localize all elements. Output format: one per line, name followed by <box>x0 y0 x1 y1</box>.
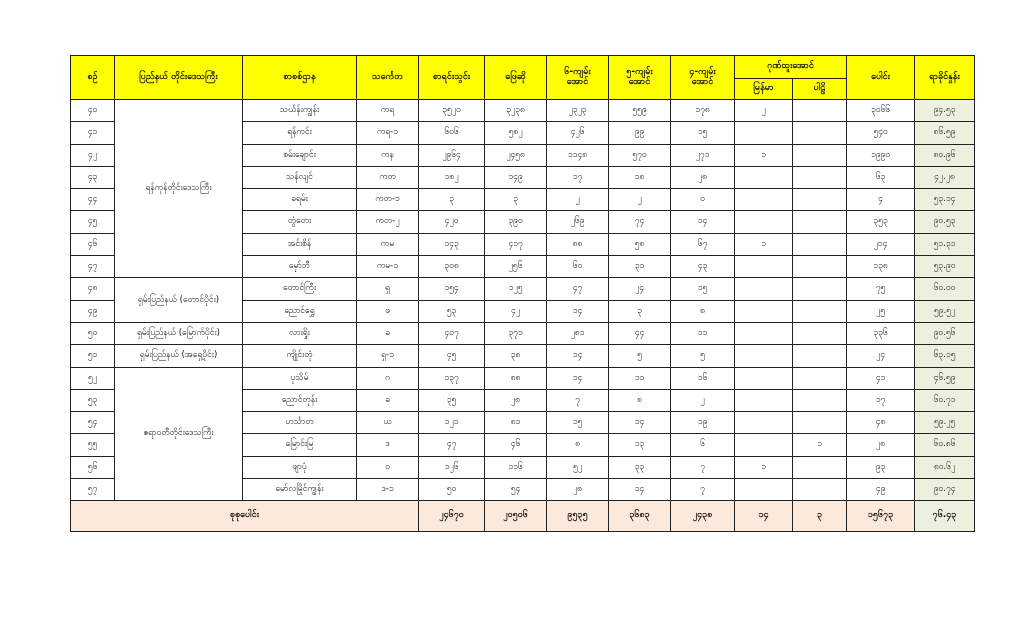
cell-no: ၄၁ <box>71 122 115 144</box>
cell-registered: ၄၇ <box>419 434 485 456</box>
cell-percent: ၉၀.၅၆ <box>915 322 975 344</box>
cell-no: ၅၅ <box>71 434 115 456</box>
cell-total: ၄၈ <box>847 412 915 434</box>
cell-percent: ၆၀.၈၆ <box>915 434 975 456</box>
cell-pass5: ၁၄ <box>609 412 671 434</box>
cell-pass4: ၄၃ <box>671 256 735 278</box>
cell-percent: ၅၃.၉၀ <box>915 256 975 278</box>
cell-sat: ၈၁ <box>485 412 547 434</box>
cell-state: ဧရာဝတီတိုင်းဒေသကြီး <box>115 367 243 501</box>
cell-school: အင်းစိန် <box>243 233 357 255</box>
cell-pass4: ၁၄ <box>671 211 735 233</box>
cell-state: ရှမ်းပြည်နယ် (အရှေ့ပိုင်း) <box>115 345 243 367</box>
cell-sat: ၃၇၁ <box>485 322 547 344</box>
cell-no: ၄၈ <box>71 278 115 300</box>
header-state: ပြည်နယ် တိုင်းဒေသကြီး <box>115 56 243 100</box>
cell-myanmar <box>735 256 793 278</box>
total-pass5: ၃၆၈၃ <box>609 501 671 532</box>
cell-registered: ၁၈၂ <box>419 166 485 188</box>
cell-myanmar <box>735 367 793 389</box>
cell-no: ၄၆ <box>71 233 115 255</box>
cell-pass5: ၅၇၀ <box>609 144 671 166</box>
cell-pali <box>793 412 847 434</box>
table-row <box>71 100 975 122</box>
cell-myanmar <box>735 166 793 188</box>
header-registered: စာရင်းသွင်း <box>419 56 485 100</box>
cell-pass4: ၁၅ <box>671 278 735 300</box>
cell-pass4: ၇ <box>671 456 735 478</box>
cell-myanmar <box>735 300 793 322</box>
cell-total: ၄ <box>847 189 915 211</box>
cell-pass6: ၁၄ <box>547 345 609 367</box>
cell-no: ၄၀ <box>71 100 115 122</box>
cell-percent: ၄၆.၅၉ <box>915 367 975 389</box>
cell-pali <box>793 144 847 166</box>
cell-total: ၉၃ <box>847 456 915 478</box>
table-row <box>71 322 975 344</box>
cell-sat: ၃၂၃၈ <box>485 100 547 122</box>
cell-pass4: ၂၇၁ <box>671 144 735 166</box>
cell-pass4: ၁၉ <box>671 412 735 434</box>
cell-registered: ၃၅ <box>419 389 485 411</box>
cell-code: ဝ <box>357 456 419 478</box>
total-pass4: ၂၄၃၈ <box>671 501 735 532</box>
cell-sat: ၁၄၉ <box>485 166 547 188</box>
cell-total: ၆၃ <box>847 166 915 188</box>
cell-pass4: ၇ <box>671 479 735 501</box>
cell-pass4: ၆ <box>671 434 735 456</box>
cell-code: ကန <box>357 144 419 166</box>
cell-pass4: ၁၅ <box>671 122 735 144</box>
cell-no: ၄၉ <box>71 300 115 322</box>
cell-no: ၅၃ <box>71 389 115 411</box>
total-percent: ၇၆.၄၃ <box>915 501 975 532</box>
cell-pali <box>793 189 847 211</box>
cell-code: ရှ <box>357 278 419 300</box>
cell-registered: ၅၀ <box>419 479 485 501</box>
cell-code: ခ <box>357 389 419 411</box>
cell-pali <box>793 100 847 122</box>
cell-pass6: ၁၇ <box>547 166 609 188</box>
cell-sat: ၃၉၀ <box>485 211 547 233</box>
cell-myanmar: ၁ <box>735 233 793 255</box>
table-row <box>71 278 975 300</box>
header-percent: ရာခိုင်နှုန်း <box>915 56 975 100</box>
cell-percent: ၆၀.၀၀ <box>915 278 975 300</box>
cell-school: ရန်ကင်း <box>243 122 357 144</box>
cell-pass5: ၄၄ <box>609 322 671 344</box>
cell-sat: ၁၁၆ <box>485 456 547 478</box>
total-pass6: ၉၅၃၅ <box>547 501 609 532</box>
cell-pass5: ၉၉ <box>609 122 671 144</box>
header-pass6: ၆-ကျမ်း အောင် <box>547 56 609 100</box>
cell-registered: ၁၅၄ <box>419 278 485 300</box>
total-myanmar: ၁၄ <box>735 501 793 532</box>
cell-pali <box>793 389 847 411</box>
cell-total: ၃၃၆ <box>847 322 915 344</box>
cell-pass4: ၂၈ <box>671 166 735 188</box>
cell-code: ယ <box>357 412 419 434</box>
cell-no: ၄၃ <box>71 166 115 188</box>
cell-percent: ၄၂.၂၈ <box>915 166 975 188</box>
cell-pass5: ၅ <box>609 345 671 367</box>
cell-registered: ၆၀၆ <box>419 122 485 144</box>
cell-pass5: ၁၃ <box>609 434 671 456</box>
cell-total: ၇၅ <box>847 278 915 300</box>
cell-school: မှော်ဘီ <box>243 256 357 278</box>
cell-code: ဖ <box>357 300 419 322</box>
cell-myanmar <box>735 322 793 344</box>
header-sat: ဖြေဆို <box>485 56 547 100</box>
cell-no: ၅၆ <box>71 456 115 478</box>
cell-pass4: ၆၇ <box>671 233 735 255</box>
cell-pali <box>793 122 847 144</box>
cell-percent: ၈၀.၉၆ <box>915 144 975 166</box>
cell-school: စမ်းချောင်း <box>243 144 357 166</box>
cell-sat: ၂၅၆ <box>485 256 547 278</box>
cell-sat: ၈၈ <box>485 367 547 389</box>
cell-pass6: ၂၈၁ <box>547 322 609 344</box>
cell-pass6: ၂၃၂၃ <box>547 100 609 122</box>
cell-sat: ၄၂ <box>485 300 547 322</box>
cell-code: ကမ <box>357 233 419 255</box>
cell-sat: ၂၄၅၈ <box>485 144 547 166</box>
cell-pass6: ၂၈ <box>547 479 609 501</box>
cell-school: ညောင်ရွှေ <box>243 300 357 322</box>
cell-pali <box>793 479 847 501</box>
cell-school: လားရှိုး <box>243 322 357 344</box>
cell-registered: ၃ <box>419 189 485 211</box>
cell-registered: ၃၅၂၀ <box>419 100 485 122</box>
cell-myanmar <box>735 278 793 300</box>
cell-sat: ၃ <box>485 189 547 211</box>
header-pali: ပါဠိ <box>793 79 847 100</box>
total-sat: ၂၀၅၀၆ <box>485 501 547 532</box>
cell-no: ၅၇ <box>71 479 115 501</box>
cell-myanmar <box>735 122 793 144</box>
cell-pass6: ၁၅ <box>547 412 609 434</box>
cell-school: သင်္ဃန်းကျွန်း <box>243 100 357 122</box>
cell-percent: ၅၉.၅၂ <box>915 300 975 322</box>
cell-pass6: ၁၁၄၈ <box>547 144 609 166</box>
total-row <box>71 501 975 532</box>
cell-school: ညောင်တုန်း <box>243 389 357 411</box>
cell-pass5: ၅၈ <box>609 233 671 255</box>
cell-sat: ၄၆ <box>485 434 547 456</box>
cell-pass5: ၃ <box>609 300 671 322</box>
cell-sat: ၅၄ <box>485 479 547 501</box>
cell-myanmar: ၂ <box>735 100 793 122</box>
cell-school: ဟင်္သာတ <box>243 412 357 434</box>
cell-pass4: ၂ <box>671 389 735 411</box>
cell-no: ၅၄ <box>71 412 115 434</box>
cell-percent: ၆၀.၇၁ <box>915 389 975 411</box>
total-label: စုစုပေါင်း <box>71 501 419 532</box>
cell-pass6: ၂၆၉ <box>547 211 609 233</box>
cell-school: တွံတေး <box>243 211 357 233</box>
cell-pass5: ၂၄ <box>609 278 671 300</box>
cell-percent: ၉၄.၅၃ <box>915 100 975 122</box>
cell-registered: ၁၃၇ <box>419 367 485 389</box>
cell-myanmar: ၁ <box>735 144 793 166</box>
cell-percent: ၉၀.၅၃ <box>915 211 975 233</box>
cell-code: ကတ-၁ <box>357 189 419 211</box>
cell-code: ကရ <box>357 100 419 122</box>
cell-registered: ၄၀၇ <box>419 322 485 344</box>
cell-percent: ၉၀.၇၄ <box>915 479 975 501</box>
header-no: စဉ် <box>71 56 115 100</box>
cell-myanmar <box>735 479 793 501</box>
cell-pali: ၁ <box>793 434 847 456</box>
cell-percent: ၅၁.၃၁ <box>915 233 975 255</box>
cell-pali <box>793 256 847 278</box>
cell-school: သန်လျင် <box>243 166 357 188</box>
cell-no: ၄၅ <box>71 211 115 233</box>
cell-total: ၁၃၈ <box>847 256 915 278</box>
cell-pass4: ၀ <box>671 189 735 211</box>
cell-pali <box>793 166 847 188</box>
cell-registered: ၄၅ <box>419 345 485 367</box>
cell-pass4: ၁၇၈ <box>671 100 735 122</box>
cell-code: ရှ-၁ <box>357 345 419 367</box>
cell-registered: ၁၄၃ <box>419 233 485 255</box>
cell-pass5: ၈ <box>609 389 671 411</box>
table-row <box>71 367 975 389</box>
cell-pass5: ၁၄ <box>609 479 671 501</box>
table-row <box>71 345 975 367</box>
cell-pass5: ၃၁ <box>609 256 671 278</box>
header-distinction: ဂုဏ်ထူးအောင် <box>735 56 847 79</box>
cell-sat: ၁၂၅ <box>485 278 547 300</box>
cell-total: ၂၈ <box>847 434 915 456</box>
header-school: စာစစ်ဌာန <box>243 56 357 100</box>
cell-pali <box>793 300 847 322</box>
cell-total: ၁၉၉၀ <box>847 144 915 166</box>
cell-pass5: ၁၈ <box>609 166 671 188</box>
cell-pass6: ၄၂၆ <box>547 122 609 144</box>
header-myanmar: မြန်မာ <box>735 79 793 100</box>
cell-registered: ၄၂၀ <box>419 211 485 233</box>
cell-pass4: ၈ <box>671 300 735 322</box>
cell-pali <box>793 278 847 300</box>
cell-pass5: ၅၅၉ <box>609 100 671 122</box>
cell-total: ၂၁၄ <box>847 233 915 255</box>
cell-pass4: ၁၆ <box>671 367 735 389</box>
cell-school: ခရမ်း <box>243 189 357 211</box>
cell-myanmar <box>735 345 793 367</box>
cell-total: ၄၉ <box>847 479 915 501</box>
cell-pass4: ၅ <box>671 345 735 367</box>
total-registered: ၂၄၆၇၀ <box>419 501 485 532</box>
cell-no: ၅၁ <box>71 345 115 367</box>
cell-pali <box>793 367 847 389</box>
table-body <box>71 100 975 501</box>
cell-code: ကရ-၁ <box>357 122 419 144</box>
header-pass5: ၅-ကျမ်း အောင် <box>609 56 671 100</box>
cell-code: ဂ <box>357 367 419 389</box>
cell-pass5: ၁၁ <box>609 367 671 389</box>
cell-registered: ၁၂၁ <box>419 412 485 434</box>
cell-school: ဖျာပုံ <box>243 456 357 478</box>
cell-myanmar <box>735 211 793 233</box>
cell-percent: ၈၀.၆၂ <box>915 456 975 478</box>
cell-sat: ၅၈၂ <box>485 122 547 144</box>
cell-myanmar <box>735 389 793 411</box>
cell-pali <box>793 233 847 255</box>
cell-pass6: ၄၇ <box>547 278 609 300</box>
cell-school: တောင်ကြီး <box>243 278 357 300</box>
cell-pali <box>793 456 847 478</box>
cell-pass5: ၃၃ <box>609 456 671 478</box>
cell-percent: ၅၃.၁၄ <box>915 189 975 211</box>
cell-total: ၁၇ <box>847 389 915 411</box>
cell-code: ဒ <box>357 434 419 456</box>
results-sheet <box>70 55 960 532</box>
cell-pass6: ၁၄ <box>547 300 609 322</box>
cell-state: ရှမ်းပြည်နယ် (တောင်ပိုင်း) <box>115 278 243 323</box>
cell-school: မြောင်းမြ <box>243 434 357 456</box>
cell-registered: ၁၂၆ <box>419 456 485 478</box>
header-pass4: ၄-ကျမ်း အောင် <box>671 56 735 100</box>
cell-pass6: ၂ <box>547 189 609 211</box>
total-sum: ၁၅၆၇၃ <box>847 501 915 532</box>
cell-sat: ၄၁၇ <box>485 233 547 255</box>
cell-total: ၃၅၃ <box>847 211 915 233</box>
cell-sat: ၃၈ <box>485 345 547 367</box>
cell-percent: ၈၆.၅၉ <box>915 122 975 144</box>
cell-total: ၃၀၆၆ <box>847 100 915 122</box>
cell-pali <box>793 211 847 233</box>
cell-total: ၂၅ <box>847 300 915 322</box>
cell-school: ကျိုင်းတုံ <box>243 345 357 367</box>
cell-percent: ၅၉.၂၅ <box>915 412 975 434</box>
cell-code: ကတ-၂ <box>357 211 419 233</box>
total-pali: ၃ <box>793 501 847 532</box>
exam-results-table <box>70 55 975 532</box>
cell-state: ရန်ကုန်တိုင်းဒေသကြီး <box>115 100 243 278</box>
cell-total: ၄၁ <box>847 367 915 389</box>
cell-registered: ၅၃ <box>419 300 485 322</box>
cell-pass6: ၈ <box>547 434 609 456</box>
cell-pali <box>793 322 847 344</box>
cell-no: ၄၂ <box>71 144 115 166</box>
cell-pass5: ၇၄ <box>609 211 671 233</box>
cell-myanmar <box>735 189 793 211</box>
cell-no: ၅၂ <box>71 367 115 389</box>
cell-registered: ၂၉၆၄ <box>419 144 485 166</box>
header-total: ပေါင်း <box>847 56 915 100</box>
cell-state: ရှမ်းပြည်နယ် (မြောက်ပိုင်း) <box>115 322 243 344</box>
cell-code: ခ <box>357 322 419 344</box>
cell-code: ကမ-၁ <box>357 256 419 278</box>
cell-school: မော်လမြိုင်ကျွန်း <box>243 479 357 501</box>
cell-school: ပုသိမ် <box>243 367 357 389</box>
cell-registered: ၃၀၈ <box>419 256 485 278</box>
header-code: သင်္ကေတ <box>357 56 419 100</box>
cell-no: ၄၇ <box>71 256 115 278</box>
cell-myanmar <box>735 412 793 434</box>
cell-pass5: ၂ <box>609 189 671 211</box>
cell-no: ၄၄ <box>71 189 115 211</box>
cell-pass6: ၅၂ <box>547 456 609 478</box>
cell-percent: ၆၃.၁၅ <box>915 345 975 367</box>
cell-pali <box>793 345 847 367</box>
cell-pass6: ၈၈ <box>547 233 609 255</box>
cell-no: ၅၀ <box>71 322 115 344</box>
cell-myanmar: ၁ <box>735 456 793 478</box>
cell-total: ၅၄၀ <box>847 122 915 144</box>
cell-code: ဒ-၁ <box>357 479 419 501</box>
cell-pass6: ၇ <box>547 389 609 411</box>
cell-total: ၂၄ <box>847 345 915 367</box>
cell-pass6: ၁၄ <box>547 367 609 389</box>
cell-pass6: ၆၀ <box>547 256 609 278</box>
cell-myanmar <box>735 434 793 456</box>
cell-pass4: ၁၁ <box>671 322 735 344</box>
cell-sat: ၂၈ <box>485 389 547 411</box>
cell-code: ကတ <box>357 166 419 188</box>
